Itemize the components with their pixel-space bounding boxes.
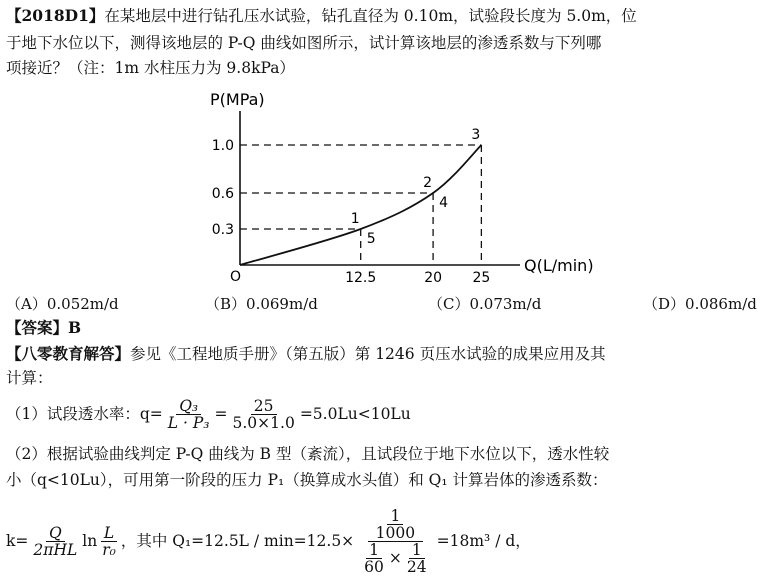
k-prefix: k=: [6, 532, 29, 550]
step1-frac1-num: Q₃: [176, 398, 201, 415]
point-label: 4: [439, 195, 449, 211]
solution-label: 【八零教育解答】: [6, 344, 131, 363]
q1-big-fraction: [356, 508, 434, 575]
x-tick-label: 25: [472, 270, 491, 286]
y-tick-label: 1.0: [211, 138, 234, 154]
k-ln: ln: [82, 532, 98, 550]
ln-frac-den: r₀: [102, 540, 116, 559]
y-tick-label: 0.6: [211, 186, 234, 202]
answer-value: B: [68, 318, 82, 337]
question-line-1: [6, 6, 637, 26]
q1-den-a-num: 1: [366, 542, 382, 559]
option-b[interactable]: （B）0.069m/d: [205, 295, 318, 313]
x-tick-label: 20: [424, 270, 443, 286]
origin-label: O: [230, 269, 242, 285]
q1-top-num: 1: [387, 508, 403, 525]
question-line-3: 项接近？（注：1m 水柱压力为 9.8kPa）: [6, 59, 295, 77]
solution-intro-2: 计算：: [6, 369, 53, 387]
q1-den-a: [361, 542, 387, 575]
k-fraction: [30, 525, 80, 558]
point-label: 2: [423, 175, 433, 191]
pq-curve-chart: [190, 80, 594, 290]
step1-frac2-num: 25: [251, 398, 277, 415]
k-frac-num: Q: [46, 525, 65, 542]
point-label: 5: [366, 231, 376, 247]
solution-line-1: [6, 344, 606, 364]
answer-line: [6, 318, 81, 338]
q1-den-a-den: 60: [364, 557, 384, 576]
x-axis-label: Q(L/min): [524, 256, 594, 275]
k-result: =18m³ / d，: [436, 532, 531, 550]
k-where: ，其中 Q₁=12.5L / min=12.5×: [120, 532, 355, 550]
y-axis-label: P(MPa): [210, 90, 265, 109]
step2-line-2: 小（q<10Lu），可用第一阶段的压力 P₁（换算成水头值）和 Q₁ 计算岩体的渗透系数：: [6, 471, 608, 489]
step1-eq: =: [214, 405, 228, 423]
question-line-2: 于地下水位以下，测得该地层的 P-Q 曲线如图所示，试计算该地层的渗透系数与下列哪: [6, 34, 602, 52]
point-label: 1: [350, 211, 360, 227]
step2-line-1: （2）根据试验曲线判定 P-Q 曲线为 B 型（紊流），且试段位于地下水位以下，透水性较: [6, 445, 610, 463]
step1-q: q=: [139, 405, 163, 423]
q1-top-den: 1000: [375, 523, 416, 542]
step1-label: （1）试段透水率：: [6, 405, 140, 423]
ln-fraction: [99, 525, 119, 558]
q1-den-b-den: 24: [406, 557, 427, 576]
x-tick-label: 12.5: [345, 270, 377, 286]
q1-big-den: [356, 542, 434, 575]
answer-label: 【答案】: [6, 318, 69, 337]
q1-big-num: [368, 508, 423, 542]
question-tag: 【2018D1】: [6, 6, 105, 25]
step1-fraction-2: [230, 398, 298, 431]
solution-intro-1: 参见《工程地质手册》（第五版）第 1246 页压水试验的成果应用及其: [130, 345, 606, 363]
q1-times: ×: [388, 549, 402, 567]
ln-frac-num: L: [101, 525, 117, 542]
q1-top-fraction: [373, 508, 418, 541]
k-formula-line: [6, 500, 531, 582]
option-c[interactable]: （C）0.073m/d: [428, 295, 542, 313]
option-d[interactable]: （D）0.086m/d: [643, 295, 757, 313]
y-tick-label: 0.3: [211, 222, 234, 238]
q1-den-b: [404, 542, 430, 575]
step1-fraction-1: [165, 398, 213, 431]
step1-frac2-den: 5.0×1.0: [232, 413, 295, 432]
question-text-1: 在某地层中进行钻孔压水试验，钻孔直径为 0.10m，试验段长度为 5.0m，位: [104, 7, 637, 25]
step1-line: [6, 396, 411, 432]
step1-result: =5.0Lu<10Lu: [299, 405, 411, 423]
k-frac-den: 2πHL: [33, 540, 78, 559]
option-a[interactable]: （A）0.052m/d: [6, 295, 119, 313]
point-label: 3: [471, 127, 481, 143]
q1-den-b-num: 1: [409, 542, 425, 559]
step1-frac1-den: L · P₃: [167, 413, 210, 432]
